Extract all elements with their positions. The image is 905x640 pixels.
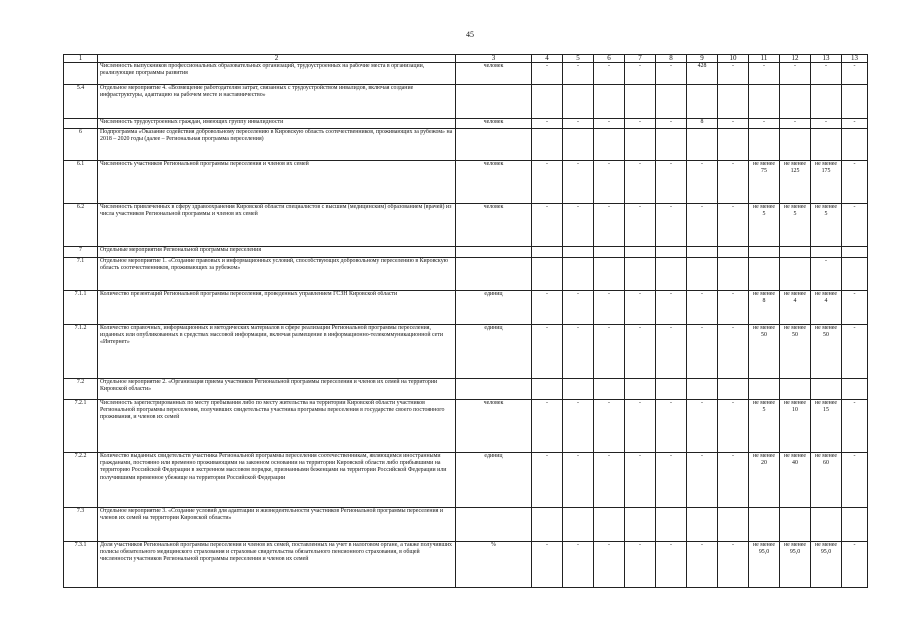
value-cell [687, 258, 718, 291]
value-cell: - [718, 291, 749, 325]
table-row [64, 453, 868, 508]
indicator-name-cell: Численность привлеченных в сферу здравоохранения Кировской области специалистов с высшим (медицинским) образованием (врачей) из числа участников Региональной программы и членов их семей [98, 204, 456, 247]
value-cell: - [563, 63, 594, 85]
value-cell [563, 258, 594, 291]
value-cell: не менее 50 [780, 325, 811, 379]
value-cell: - [594, 542, 625, 588]
unit-cell: человек [456, 400, 532, 453]
value-cell: - [532, 453, 563, 508]
value-cell [842, 508, 868, 542]
value-cell: - [718, 204, 749, 247]
value-cell [687, 379, 718, 400]
table-header-row [64, 55, 868, 63]
value-cell: не менее 50 [811, 325, 842, 379]
value-cell [718, 508, 749, 542]
value-cell: 8 [687, 119, 718, 129]
value-cell: - [842, 325, 868, 379]
value-cell: - [594, 119, 625, 129]
value-cell: - [532, 542, 563, 588]
table-row [64, 204, 868, 247]
value-cell [563, 379, 594, 400]
value-cell [718, 258, 749, 291]
value-cell [656, 247, 687, 258]
value-cell: - [625, 204, 656, 247]
value-cell: - [656, 63, 687, 85]
value-cell [749, 85, 780, 119]
value-cell: - [625, 291, 656, 325]
value-cell [780, 129, 811, 161]
value-cell: - [811, 63, 842, 85]
value-cell [842, 258, 868, 291]
value-cell: - [625, 161, 656, 204]
row-number-cell: 7.2 [64, 379, 98, 400]
value-cell [811, 508, 842, 542]
value-cell: - [656, 161, 687, 204]
value-cell [563, 85, 594, 119]
unit-cell: человек [456, 204, 532, 247]
value-cell [532, 379, 563, 400]
value-cell: - [842, 204, 868, 247]
value-cell [656, 508, 687, 542]
table-row [64, 508, 868, 542]
row-number-cell: 5.4 [64, 85, 98, 119]
value-cell [656, 129, 687, 161]
value-cell [687, 85, 718, 119]
value-cell: - [687, 542, 718, 588]
header-cell: 7 [625, 55, 656, 63]
row-number-cell: 7 [64, 247, 98, 258]
indicator-name-cell: Доля участников Региональной программы переселения и членов их семей, поставленных на учет в налоговом органе, а также получивших полисы обязательного медицинского страхования и страховые свидетельства обязательного пенсионного страхования, в общей численности участников Региональной программы переселения и членов их семей [98, 542, 456, 588]
value-cell: - [780, 63, 811, 85]
value-cell: - [532, 204, 563, 247]
value-cell: - [687, 291, 718, 325]
table-row [64, 63, 868, 85]
value-cell [687, 508, 718, 542]
value-cell [625, 258, 656, 291]
value-cell [749, 508, 780, 542]
value-cell [594, 508, 625, 542]
value-cell [842, 129, 868, 161]
value-cell: не менее 8 [749, 291, 780, 325]
value-cell [563, 508, 594, 542]
value-cell: - [842, 542, 868, 588]
table-row [64, 291, 868, 325]
value-cell: - [563, 119, 594, 129]
value-cell [749, 129, 780, 161]
indicator-name-cell: Подпрограмма «Оказание содействия добровольному переселению в Кировскую область соотечественников, проживающих за рубежом» на 2018 – 2020 годы (далее – Региональная программа переселения) [98, 129, 456, 161]
value-cell: - [749, 63, 780, 85]
header-cell: 5 [563, 55, 594, 63]
indicator-name-cell: Отдельные мероприятия Региональной программы переселения [98, 247, 456, 258]
header-cell: 9 [687, 55, 718, 63]
value-cell: не менее 5 [780, 204, 811, 247]
value-cell: не менее 95,0 [780, 542, 811, 588]
value-cell: не менее 5 [749, 204, 780, 247]
indicator-name-cell: Количество презентаций Региональной программы переселения, проведенных управлением ГСЗН Кировской области [98, 291, 456, 325]
table-row [64, 400, 868, 453]
value-cell: - [563, 542, 594, 588]
header-cell: 12 [780, 55, 811, 63]
indicator-name-cell: Численность зарегистрированных по месту пребывания либо по месту жительства на территории Кировской области участников Региональной программы переселения, получивших свидетельства участника программы переселения в государстве своего постоянного проживания, и членов их семей [98, 400, 456, 453]
value-cell [687, 129, 718, 161]
header-cell: 11 [749, 55, 780, 63]
row-number-cell: 6 [64, 129, 98, 161]
value-cell: - [656, 119, 687, 129]
row-number-cell [64, 119, 98, 129]
value-cell [842, 247, 868, 258]
value-cell: - [656, 204, 687, 247]
value-cell: - [594, 63, 625, 85]
table-row [64, 325, 868, 379]
value-cell [563, 247, 594, 258]
unit-cell: единиц [456, 291, 532, 325]
value-cell: - [842, 161, 868, 204]
value-cell: не менее 15 [811, 400, 842, 453]
value-cell: - [563, 291, 594, 325]
row-number-cell: 7.3.1 [64, 542, 98, 588]
table-row [64, 85, 868, 119]
header-cell: 13 [811, 55, 842, 63]
row-number-cell: 6.2 [64, 204, 98, 247]
value-cell: - [687, 400, 718, 453]
row-number-cell: 6.1 [64, 161, 98, 204]
value-cell [780, 379, 811, 400]
value-cell: - [594, 453, 625, 508]
value-cell [625, 85, 656, 119]
value-cell [780, 247, 811, 258]
value-cell [594, 247, 625, 258]
value-cell [780, 85, 811, 119]
table-row [64, 161, 868, 204]
value-cell [811, 247, 842, 258]
value-cell: - [532, 291, 563, 325]
value-cell [842, 85, 868, 119]
value-cell [656, 85, 687, 119]
unit-cell [456, 379, 532, 400]
value-cell: не менее 95,0 [811, 542, 842, 588]
value-cell: - [594, 400, 625, 453]
indicator-name-cell: Численность трудоустроенных граждан, имеющих группу инвалидности [98, 119, 456, 129]
value-cell: - [656, 325, 687, 379]
value-cell: не менее 125 [780, 161, 811, 204]
value-cell: - [656, 400, 687, 453]
value-cell: - [625, 453, 656, 508]
value-cell [749, 247, 780, 258]
row-number-cell: 7.2.2 [64, 453, 98, 508]
unit-cell: единиц [456, 453, 532, 508]
header-cell: 3 [456, 55, 532, 63]
value-cell [532, 85, 563, 119]
table-row [64, 129, 868, 161]
value-cell: - [842, 119, 868, 129]
value-cell [780, 258, 811, 291]
table-row [64, 247, 868, 258]
value-cell [594, 258, 625, 291]
header-cell: 2 [98, 55, 456, 63]
row-number-cell: 7.1.2 [64, 325, 98, 379]
value-cell [811, 129, 842, 161]
indicator-name-cell: Отдельное мероприятие 2. «Организация приема участников Региональной программы переселения и членов их семей на территории Кировской области» [98, 379, 456, 400]
value-cell: - [718, 325, 749, 379]
indicator-name-cell: Отдельное мероприятие 1. «Создание правовых и информационных условий, способствующих добровольному переселению в Кировскую область соотечественников, проживающих за рубежом» [98, 258, 456, 291]
indicator-name-cell: Отдельное мероприятие 3. «Создание условий для адаптации и жизнедеятельности участников Региональной программы переселения и членов их семей на территории Кировской области» [98, 508, 456, 542]
value-cell: - [563, 325, 594, 379]
value-cell: не менее 95,0 [749, 542, 780, 588]
value-cell: - [842, 63, 868, 85]
value-cell [625, 129, 656, 161]
value-cell: 428 [687, 63, 718, 85]
table-row [64, 119, 868, 129]
value-cell [718, 247, 749, 258]
indicator-name-cell: Количество справочных, информационных и методических материалов в сфере реализации Региональной программы переселения, изданных или опубликованных в средствах массовой информации, включая размещение в информационно-телекоммуникационной сети «Интернет» [98, 325, 456, 379]
value-cell [687, 247, 718, 258]
value-cell: - [718, 63, 749, 85]
value-cell: - [718, 119, 749, 129]
value-cell: - [811, 119, 842, 129]
page-number: 45 [466, 30, 474, 39]
value-cell [594, 129, 625, 161]
value-cell: - [718, 161, 749, 204]
header-cell: 1 [64, 55, 98, 63]
value-cell [656, 258, 687, 291]
unit-cell [456, 129, 532, 161]
value-cell: - [594, 161, 625, 204]
value-cell: не менее 75 [749, 161, 780, 204]
value-cell: - [625, 119, 656, 129]
value-cell: - [625, 63, 656, 85]
value-cell: - [532, 400, 563, 453]
unit-cell [456, 258, 532, 291]
value-cell: не менее 20 [749, 453, 780, 508]
value-cell: не менее 10 [780, 400, 811, 453]
value-cell: - [594, 291, 625, 325]
value-cell: - [842, 400, 868, 453]
table-row [64, 258, 868, 291]
unit-cell: человек [456, 161, 532, 204]
value-cell: - [563, 400, 594, 453]
indicators-table [63, 54, 868, 588]
value-cell [718, 379, 749, 400]
unit-cell: человек [456, 119, 532, 129]
value-cell [718, 129, 749, 161]
value-cell: - [842, 453, 868, 508]
indicator-name-cell: Количество выданных свидетельств участника Региональной программы переселения соотечественникам, являющимся иностранными гражданами, постоянно или временно проживающими на законном основании на территории Кировской области либо прибывшими на территорию Российской Федерации в экстренном массовом порядке, признанными беженцами на территории Российской Федерации или получившими временное убежище на территории Российской Федерации [98, 453, 456, 508]
value-cell: - [563, 204, 594, 247]
header-cell: 6 [594, 55, 625, 63]
value-cell: - [749, 119, 780, 129]
value-cell [594, 379, 625, 400]
table-row [64, 542, 868, 588]
header-cell: 13 [842, 55, 868, 63]
value-cell [532, 258, 563, 291]
value-cell [625, 508, 656, 542]
value-cell: не менее 4 [780, 291, 811, 325]
value-cell: - [563, 161, 594, 204]
table-row [64, 379, 868, 400]
value-cell: не менее 50 [749, 325, 780, 379]
indicator-name-cell: Численность участников Региональной программы переселения и членов их семей [98, 161, 456, 204]
value-cell: - [687, 453, 718, 508]
value-cell: не менее 175 [811, 161, 842, 204]
value-cell: - [532, 63, 563, 85]
value-cell [718, 85, 749, 119]
indicator-name-cell: Численность выпускников профессиональных образовательных организаций, трудоустроенных на рабочие места в организации, реализующие программы развития [98, 63, 456, 85]
value-cell: - [687, 161, 718, 204]
value-cell: - [594, 204, 625, 247]
value-cell [749, 258, 780, 291]
value-cell [656, 379, 687, 400]
unit-cell: человек [456, 63, 532, 85]
value-cell: - [625, 542, 656, 588]
row-number-cell: 7.2.1 [64, 400, 98, 453]
value-cell: - [780, 119, 811, 129]
value-cell: - [687, 204, 718, 247]
indicator-name-cell: Отдельное мероприятие 4. «Возмещение работодателям затрат, связанных с трудоустройством инвалидов, включая создание инфраструктуры, адаптацию на рабочем месте и наставничество» [98, 85, 456, 119]
value-cell: не менее 5 [749, 400, 780, 453]
row-number-cell: 7.1.1 [64, 291, 98, 325]
header-cell: 8 [656, 55, 687, 63]
value-cell: - [532, 161, 563, 204]
value-cell: - [656, 291, 687, 325]
value-cell [625, 247, 656, 258]
value-cell [811, 379, 842, 400]
value-cell: - [563, 453, 594, 508]
value-cell: - [532, 325, 563, 379]
row-number-cell: 7.1 [64, 258, 98, 291]
value-cell: - [842, 291, 868, 325]
value-cell: - [594, 325, 625, 379]
value-cell: - [811, 258, 842, 291]
value-cell [842, 379, 868, 400]
value-cell: - [656, 542, 687, 588]
header-cell: 10 [718, 55, 749, 63]
unit-cell: % [456, 542, 532, 588]
value-cell [780, 508, 811, 542]
value-cell: - [718, 542, 749, 588]
value-cell: - [625, 325, 656, 379]
value-cell [625, 379, 656, 400]
row-number-cell: 7.3 [64, 508, 98, 542]
value-cell [811, 85, 842, 119]
value-cell: - [687, 325, 718, 379]
value-cell [532, 508, 563, 542]
value-cell: - [625, 400, 656, 453]
unit-cell [456, 85, 532, 119]
unit-cell [456, 508, 532, 542]
value-cell: - [532, 119, 563, 129]
value-cell [532, 129, 563, 161]
value-cell [594, 85, 625, 119]
value-cell: не менее 4 [811, 291, 842, 325]
unit-cell [456, 247, 532, 258]
row-number-cell [64, 63, 98, 85]
value-cell: - [656, 453, 687, 508]
value-cell [563, 129, 594, 161]
table-body [64, 55, 868, 588]
value-cell: не менее 60 [811, 453, 842, 508]
header-cell: 4 [532, 55, 563, 63]
value-cell [749, 379, 780, 400]
value-cell: не менее 5 [811, 204, 842, 247]
value-cell [532, 247, 563, 258]
value-cell: - [718, 400, 749, 453]
unit-cell: единиц [456, 325, 532, 379]
value-cell: не менее 40 [780, 453, 811, 508]
value-cell: - [718, 453, 749, 508]
